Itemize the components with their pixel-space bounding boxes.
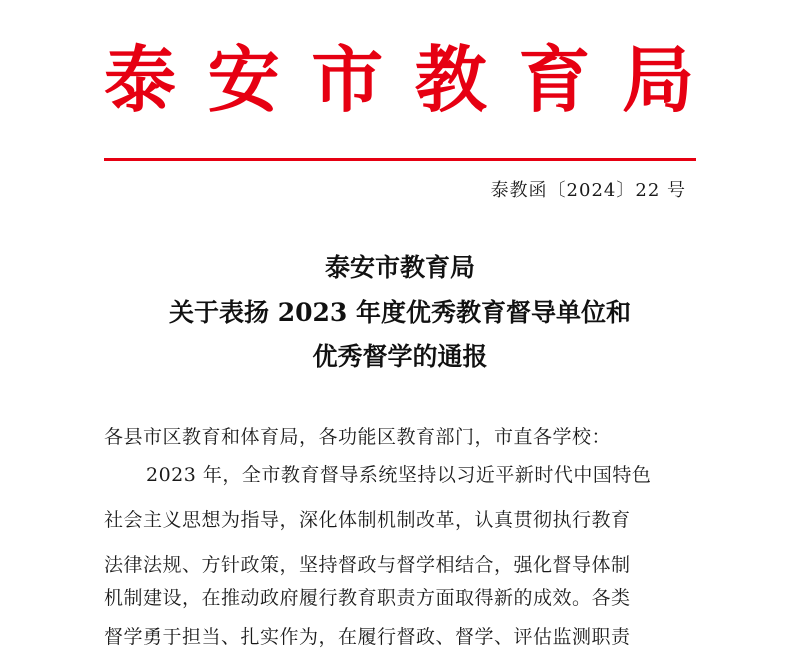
title-line-3: 优秀督学的通报 — [312, 342, 488, 371]
document-number: 泰教函〔2024〕22 号 — [490, 180, 686, 201]
org-name-char: 泰 — [104, 37, 177, 122]
body-paragraph-line: 法律法规、方针政策，坚持督政与督学相结合，强化督导体制 — [104, 554, 631, 576]
header-divider — [104, 158, 696, 161]
salutation: 各县市区教育和体育局，各功能区教育部门，市直各学校： — [104, 426, 612, 448]
org-name-char: 育 — [518, 37, 591, 122]
title-line-2: 关于表扬 2023 年度优秀教育督导单位和 — [169, 298, 631, 327]
body-paragraph-line: 机制建设，在推动政府履行教育职责方面取得新的成效。各类 — [104, 587, 631, 609]
org-name-char: 局 — [621, 37, 694, 122]
org-name-char: 市 — [311, 37, 384, 122]
body-paragraph-line: 社会主义思想为指导，深化体制机制改革，认真贯彻执行教育 — [104, 509, 631, 531]
org-name-char: 安 — [207, 37, 280, 122]
org-header — [104, 38, 694, 122]
title-line-1: 泰安市教育局 — [324, 253, 475, 282]
org-name-char: 教 — [414, 37, 487, 122]
body-paragraph-line: 2023 年，全市教育督导系统坚持以习近平新时代中国特色 — [146, 464, 652, 486]
body-paragraph-line: 督学勇于担当、扎实作为，在履行督政、督学、评估监测职责 — [104, 626, 631, 648]
